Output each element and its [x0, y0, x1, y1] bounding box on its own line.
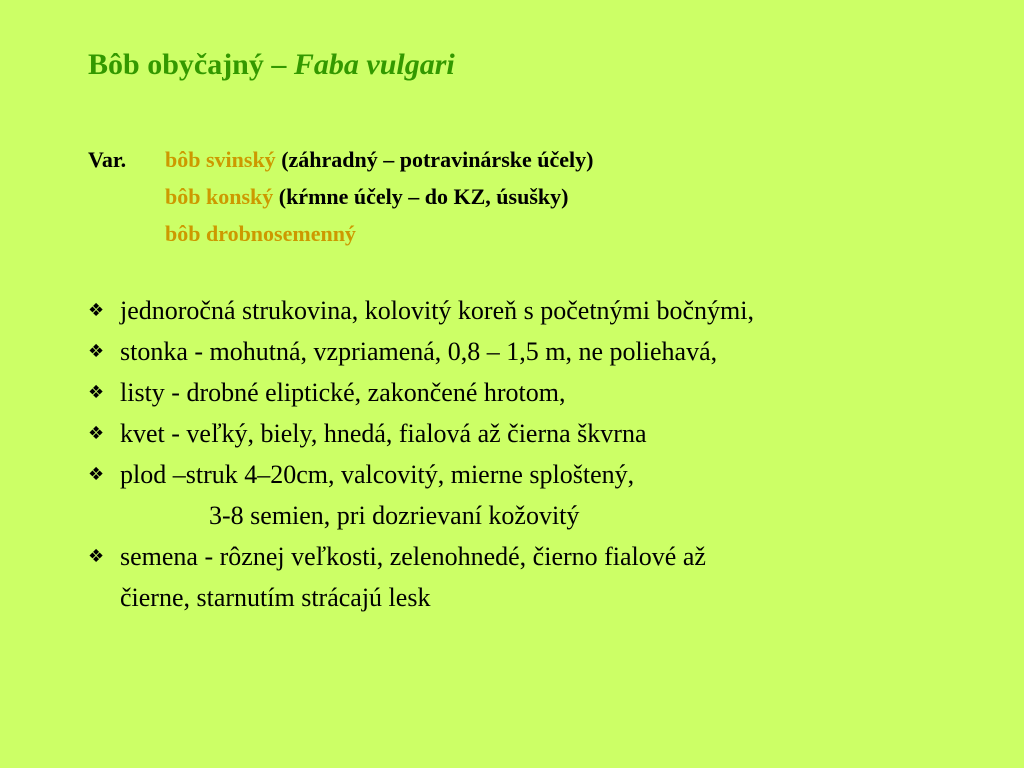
bullet-text: kvet - veľký, biely, hnedá, fialová až čierna škvrna: [120, 419, 647, 448]
variety-name: bôb svinský: [165, 147, 276, 172]
bullet-item: [88, 536, 988, 577]
four-diamond-bullet-icon: ❖: [88, 423, 105, 444]
four-diamond-bullet-icon: ❖: [88, 464, 105, 485]
bullet-text: semena - rôznej veľkosti, zelenohnedé, čierno fialové až: [120, 542, 706, 571]
bullet-text: stonka - mohutná, vzpriamená, 0,8 – 1,5 m, ne poliehavá,: [120, 337, 718, 366]
variety-line-2: [165, 184, 568, 210]
bullet-item: [88, 372, 988, 413]
bullet-text: jednoročná strukovina, kolovitý koreň s početnými bočnými,: [120, 296, 754, 325]
slide-title: [88, 48, 455, 82]
bullet-continuation: 3-8 semien, pri dozrievaní kožovitý: [209, 501, 580, 530]
bullet-item: [88, 454, 988, 495]
variety-prefix: Var.: [88, 147, 127, 172]
variety-line-3: [165, 221, 356, 247]
four-diamond-bullet-icon: ❖: [88, 300, 105, 321]
variety-name: bôb drobnosemenný: [165, 221, 356, 246]
variety-note: (záhradný – potravinárske účely): [275, 147, 594, 172]
bullet-list: [88, 290, 988, 618]
four-diamond-bullet-icon: ❖: [88, 341, 105, 362]
variety-note: (kŕmne účely – do KZ, úsušky): [273, 184, 569, 209]
variety-line-1: [88, 147, 593, 173]
bullet-item: [88, 331, 988, 372]
bullet-text: listy - drobné eliptické, zakončené hrotom,: [120, 378, 566, 407]
four-diamond-bullet-icon: ❖: [88, 546, 105, 567]
bullet-item: [88, 290, 988, 331]
title-main: Bôb obyčajný –: [88, 48, 294, 81]
title-latin-name: Faba vulgari: [293, 48, 455, 81]
variety-name: bôb konský: [165, 184, 274, 209]
bullet-item: [88, 413, 988, 454]
four-diamond-bullet-icon: ❖: [88, 382, 105, 403]
bullet-continuation: čierne, starnutím strácajú lesk: [120, 583, 431, 612]
bullet-text: plod –struk 4–20cm, valcovitý, mierne sploštený,: [120, 460, 635, 489]
